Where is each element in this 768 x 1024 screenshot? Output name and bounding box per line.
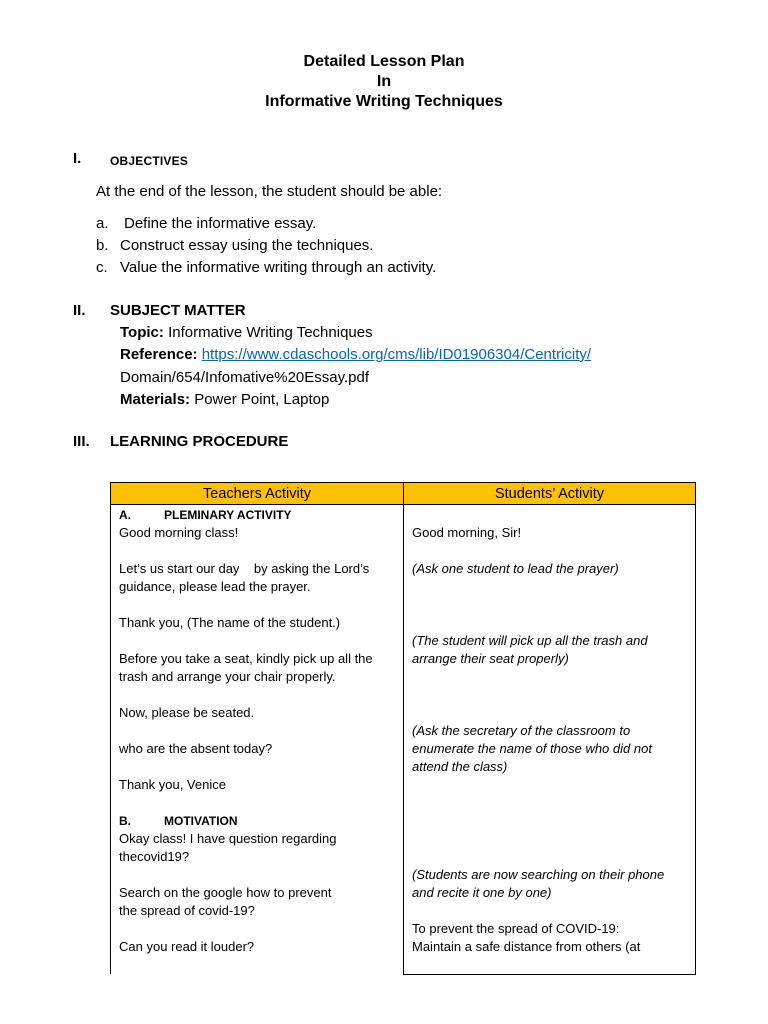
teacher-line: who are the absent today? (119, 741, 273, 756)
teacher-line: Now, please be seated. (119, 705, 255, 720)
section-number-objectives: I. (73, 150, 82, 167)
student-line: (Ask the secretary of the classroom to (412, 723, 631, 738)
teacher-activity-cell (111, 505, 404, 975)
section-number-learning-procedure: III. (73, 433, 90, 450)
header-students-activity: Students’ Activity (404, 483, 696, 505)
reference-link[interactable]: https://www.cdaschools.org/cms/lib/ID01906304/Centricity/ (201, 346, 592, 363)
section-heading-objectives: OBJECTIVES (110, 154, 189, 168)
student-line: (Ask one student to lead the prayer) (412, 561, 619, 576)
student-line: arrange their seat properly) (412, 651, 569, 666)
objective-item-letter: c. (96, 259, 108, 276)
topic-line (120, 324, 373, 341)
section-heading-learning-procedure: LEARNING PROCEDURE (110, 433, 289, 450)
topic-value: Informative Writing Techniques (168, 324, 373, 341)
table-row (111, 505, 696, 975)
teacher-line: Good morning class! (119, 525, 239, 540)
objective-item-letter: a. (96, 215, 109, 232)
student-line: Maintain a safe distance from others (at (412, 939, 641, 954)
student-line: and recite it one by one) (412, 885, 552, 900)
student-line: (Students are now searching on their phone (412, 867, 665, 882)
teacher-line: Search on the google how to prevent (119, 885, 332, 900)
reference-continuation: Domain/654/Infomative%20Essay.pdf (120, 369, 370, 386)
table-header-row (111, 483, 696, 505)
header-teachers-activity: Teachers Activity (111, 483, 404, 505)
document-subtitle: Informative Writing Techniques (265, 93, 503, 110)
topic-label: Topic: (120, 324, 164, 341)
teacher-line: Okay class! I have question regarding (119, 831, 337, 846)
teacher-line: Before you take a seat, kindly pick up all the (119, 651, 373, 666)
student-line: attend the class) (412, 759, 508, 774)
materials-line (120, 391, 329, 408)
document-title: Detailed Lesson Plan (303, 53, 465, 70)
document-title-connector: In (376, 73, 392, 90)
teacher-line: Can you read it louder? (119, 939, 255, 954)
objective-item-text: Define the informative essay. (124, 215, 317, 232)
objectives-intro: At the end of the lesson, the student should be able: (96, 183, 443, 200)
materials-value: Power Point, Laptop (194, 391, 330, 408)
reference-line (120, 346, 591, 363)
teacher-line: Thank you, Venice (119, 777, 226, 792)
student-line: To prevent the spread of COVID-19: (412, 921, 620, 936)
section-a-heading: A. PLEMINARY ACTIVITY (119, 508, 292, 522)
objective-item-letter: b. (96, 237, 109, 254)
student-line: Good morning, Sir! (412, 525, 522, 540)
teacher-line: trash and arrange your chair properly. (119, 669, 336, 684)
teacher-line: thecovid19? (119, 849, 190, 864)
materials-label: Materials: (120, 391, 191, 408)
section-b-heading: B. MOTIVATION (119, 814, 238, 828)
teacher-line: Thank you, (The name of the student.) (119, 615, 341, 630)
section-number-subject-matter: II. (73, 302, 86, 319)
lesson-activity-table (110, 482, 696, 975)
student-line: enumerate the name of those who did not (412, 741, 652, 756)
student-activity-cell (404, 505, 696, 975)
objective-item-text: Construct essay using the techniques. (120, 237, 374, 254)
objective-item-text: Value the informative writing through an activity. (120, 259, 437, 276)
teacher-line: the spread of covid-19? (119, 903, 255, 918)
reference-label: Reference: (120, 346, 198, 363)
teacher-line: guidance, please lead the prayer. (119, 579, 311, 594)
teacher-line: Let’s us start our day by asking the Lord’s (119, 561, 370, 576)
student-line: (The student will pick up all the trash and (412, 633, 648, 648)
section-heading-subject-matter: SUBJECT MATTER (110, 302, 246, 319)
